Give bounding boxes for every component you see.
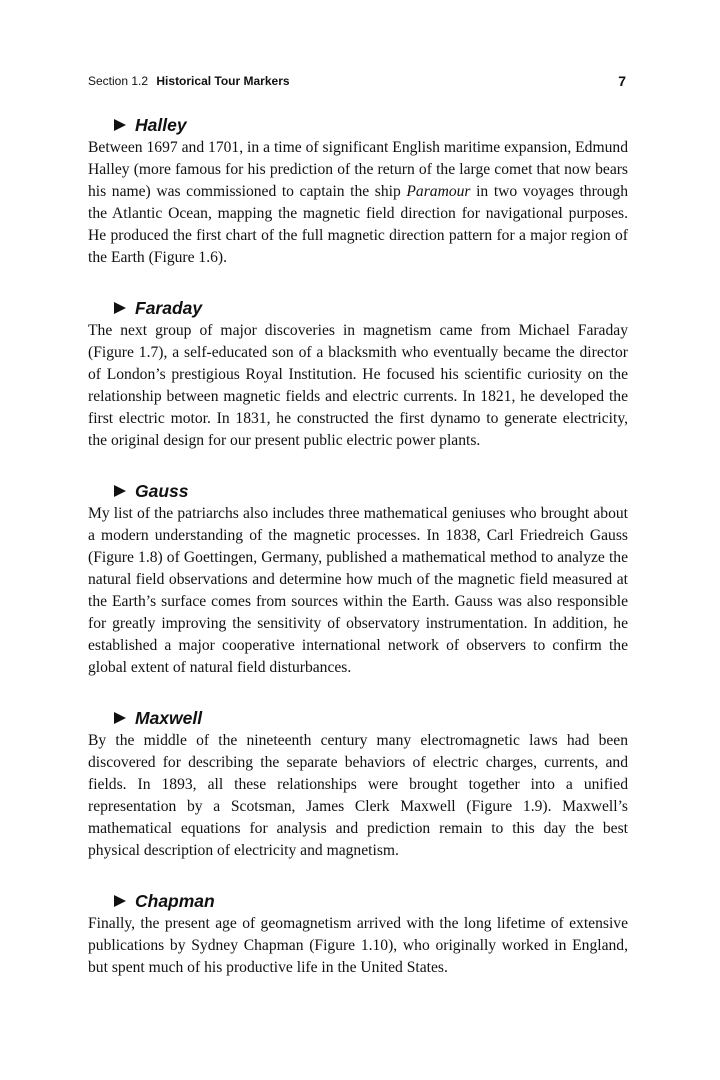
section-heading [114,297,628,319]
triangle-marker-icon [114,119,126,131]
section-heading [114,480,628,502]
section-heading [114,707,628,729]
body-paragraph: Between 1697 and 1701, in a time of significant English maritime expansion, Edmund Halley (more famous for his prediction of the return of the large comet that now bears his name) was commissioned to captain the ship Paramour in two voyages through the Atlantic Ocean, mapping the magnetic field direction for navigational purposes. He produced the first chart of the full magnetic direction pattern for a major region of the Earth (Figure 1.6). [88,139,628,266]
section-chapman [88,890,628,979]
body-paragraph: My list of the patriarchs also includes three mathematical geniuses who brought about a modern understanding of the magnetic processes. In 1838, Carl Friedreich Gauss (Figure 1.8) of Goettingen, Germany, published a mathematical method to analyze the natural field observations and determine how much of the magnetic field measured at the Earth’s surface comes from sources within the Earth. Gauss was also responsible for greatly improving the sensitivity of observatory instrumentation. In addition, he established a major cooperative international network of observers to confirm the global extent of natural field disturbances. [88,505,628,676]
book-page [88,70,628,1007]
triangle-marker-icon [114,895,126,907]
triangle-marker-icon [114,712,126,724]
section-faraday [88,297,628,452]
section-gauss [88,480,628,679]
section-number: Section 1.2 [88,74,149,88]
triangle-marker-icon [114,302,126,314]
body-paragraph: By the middle of the nineteenth century many electromagnetic laws had been discovered for describing the separate behaviors of electric charges, currents, and fields. In 1893, all these relationships were brought together into a unified representation by a Scotsman, James Clerk Maxwell (Figure 1.9). Maxwell’s mathematical equations for analysis and prediction remain to this day the best physical description of electricity and magnetism. [88,732,628,859]
heading-text: Halley [135,115,187,135]
triangle-marker-icon [114,485,126,497]
section-heading [114,114,628,136]
section-heading [114,890,628,912]
body-paragraph: Finally, the present age of geomagnetism arrived with the long lifetime of extensive publications by Sydney Chapman (Figure 1.10), who originally worked in England, but spent much of his productive life in the United States. [88,915,628,976]
heading-text: Chapman [135,891,215,911]
page-number: 7 [618,73,626,89]
heading-text: Gauss [135,481,189,501]
running-head [88,70,628,92]
heading-text: Faraday [135,298,203,318]
body-paragraph: The next group of major discoveries in magnetism came from Michael Faraday (Figure 1.7), a self-educated son of a blacksmith who eventually became the director of London’s prestigious Royal Institution. He focused his scientific curiosity on the relationship between magnetic fields and electric currents. In 1821, he developed the first electric motor. In 1831, he constructed the first dynamo to generate electricity, the original design for our present public electric power plants. [88,322,628,449]
section-maxwell [88,707,628,862]
heading-text: Maxwell [135,708,203,728]
section-title: Historical Tour Markers [156,74,290,88]
section-halley [88,114,628,269]
